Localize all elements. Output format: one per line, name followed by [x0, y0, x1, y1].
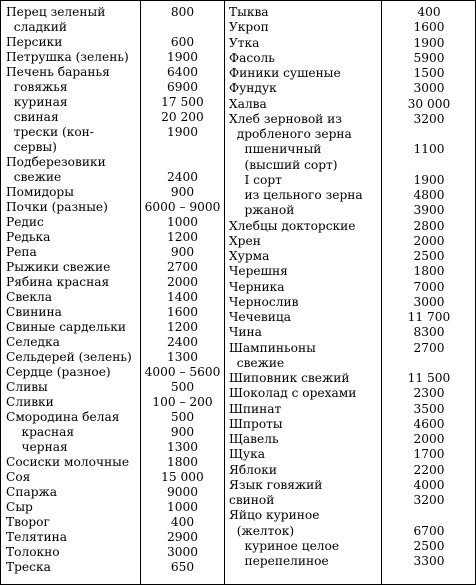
product-name: Хлеб зерновой из [229, 111, 342, 126]
product-value: 400 [417, 5, 441, 19]
product-name: Шоколад с орехами [229, 386, 357, 401]
product-value: 17 500 [161, 95, 204, 109]
product-name: из цельного зерна [229, 188, 363, 202]
product-name: (высший сорт) [229, 157, 338, 172]
product-name: Редька [6, 230, 51, 244]
product-name: Халва [229, 96, 267, 111]
product-name: Перец зеленый [6, 5, 106, 19]
product-name: Язык говяжий [229, 477, 323, 492]
product-value: 2800 [413, 218, 445, 233]
product-name: Сосиски молочные [6, 455, 130, 469]
product-name: Укроп [229, 20, 269, 35]
product-value: 1800 [166, 455, 199, 469]
product-name: свиная [6, 110, 59, 124]
product-value: 900 [170, 425, 195, 439]
product-value: 1700 [413, 447, 445, 462]
product-name: Черешня [229, 264, 288, 279]
product-value: 4000 – 5600 [144, 365, 221, 379]
product-name: Сельдерей (зелень) [6, 350, 132, 364]
product-name: сладкий [6, 20, 67, 34]
product-value: 1600 [413, 20, 445, 35]
product-value: 11 700 [407, 310, 451, 324]
product-name: Треска [6, 560, 51, 574]
product-name: куриная [6, 95, 68, 109]
product-name: Селедка [6, 335, 60, 349]
product-name: Сердце (разное) [6, 365, 111, 379]
product-name: Персики [6, 35, 63, 49]
product-value: 400 [170, 515, 195, 529]
product-value: 6900 [166, 80, 199, 94]
product-value: 3500 [413, 401, 445, 416]
product-value: 15 000 [161, 470, 204, 484]
product-name: Тыква [229, 5, 269, 19]
product-name: Фасоль [229, 50, 275, 65]
product-name: Шпроты [229, 416, 283, 431]
product-value: 2900 [166, 530, 199, 544]
product-name: черная [6, 440, 68, 454]
product-value: 1100 [413, 142, 445, 157]
product-value: 1800 [413, 264, 445, 279]
product-name: Шпинат [229, 401, 282, 416]
product-value: 2500 [413, 538, 445, 553]
product-name: Спаржа [6, 485, 57, 499]
product-value: 2400 [166, 170, 199, 184]
product-value: 1200 [166, 230, 199, 244]
product-value: 1200 [166, 320, 199, 334]
product-value: 3200 [413, 111, 445, 126]
product-value: 2700 [413, 340, 445, 355]
product-name: Сливы [6, 380, 48, 394]
product-name: Фундук [229, 81, 277, 96]
product-name: Смородина белая [6, 410, 120, 424]
product-name: дробленого зерна [229, 127, 352, 141]
product-name: свежие [229, 355, 285, 370]
product-name: сервы) [6, 140, 57, 154]
product-value: 600 [170, 35, 195, 49]
product-name: Черника [229, 279, 285, 294]
product-name: Свинина [6, 305, 62, 319]
product-name: Помидоры [6, 185, 74, 199]
product-name: I сорт [229, 172, 282, 187]
product-value: 3000 [166, 545, 199, 559]
product-name: Соя [6, 470, 31, 484]
product-value: 6400 [166, 65, 199, 79]
product-value: 500 [170, 380, 195, 394]
product-value: 8300 [413, 325, 445, 340]
product-name: Шампиньоны [229, 340, 316, 355]
product-name: Почки (разные) [6, 200, 108, 214]
product-value: 900 [170, 185, 195, 199]
product-name: Репа [6, 245, 37, 259]
product-value: 1900 [166, 125, 199, 139]
product-value: 4600 [413, 416, 445, 431]
product-name: Творог [6, 515, 50, 529]
product-name: Свекла [6, 290, 53, 304]
product-value: 2000 [413, 233, 445, 248]
product-name: Чина [229, 325, 262, 340]
product-value: 900 [170, 245, 195, 259]
product-value: 9000 [166, 485, 199, 499]
product-name: Петрушка (зелень) [6, 50, 129, 64]
product-value: 2200 [413, 462, 445, 477]
product-name: Хлебцы докторские [229, 218, 356, 233]
product-value: 3000 [413, 294, 445, 309]
product-value: 1000 [166, 215, 199, 229]
product-value: 30 000 [407, 96, 451, 111]
product-value: 100 – 200 [152, 395, 213, 409]
product-value: 7000 [413, 279, 445, 294]
product-name: Печень баранья [6, 65, 110, 79]
product-value: 2700 [166, 260, 199, 274]
product-value: 800 [170, 5, 195, 19]
product-name: Яблоки [229, 462, 278, 477]
product-name: Шиповник свежий [229, 371, 350, 385]
product-value: 2000 [413, 432, 445, 446]
product-name: куриное целое [229, 538, 340, 553]
product-name: Чернослив [229, 294, 299, 309]
product-value: 1500 [413, 66, 445, 80]
product-value: 2000 [166, 275, 199, 289]
product-value: 20 200 [161, 110, 204, 124]
product-value: 1400 [166, 290, 199, 304]
product-value: 1900 [413, 35, 445, 50]
product-name: пшеничный [229, 142, 322, 157]
product-name: Телятина [6, 530, 68, 544]
product-value: 3000 [413, 81, 445, 96]
product-name: Редис [6, 215, 44, 229]
product-value: 6700 [413, 523, 445, 538]
product-name: говяжья [6, 80, 68, 94]
product-name: (желток) [229, 523, 295, 538]
product-name: Яйцо куриное [229, 508, 320, 523]
product-value: 3200 [413, 493, 445, 507]
product-value: 11 500 [407, 371, 451, 385]
product-name: Хрен [229, 233, 261, 248]
product-name: Финики сушеные [229, 66, 341, 80]
product-value: 650 [170, 560, 195, 574]
product-value: 3300 [413, 554, 445, 568]
product-name: Щука [229, 447, 265, 462]
product-value: 5900 [413, 50, 445, 65]
product-name: Сливки [6, 395, 54, 409]
product-name: перепелиное [229, 554, 329, 568]
product-value: 1300 [166, 350, 199, 364]
product-value: 2500 [413, 249, 445, 263]
product-name: красная [6, 425, 75, 439]
product-name: Подберезовики [6, 155, 106, 169]
product-value: 4000 [413, 477, 445, 492]
product-value: 6000 – 9000 [144, 200, 221, 214]
product-value: 4800 [413, 188, 445, 202]
product-name: Рябина красная [6, 275, 110, 289]
product-name: ржаной [229, 203, 295, 218]
product-name: Хурма [229, 249, 270, 263]
product-value: 1900 [166, 50, 199, 64]
product-value: 2300 [413, 386, 445, 401]
product-name: Рыжики свежие [6, 260, 111, 274]
product-value: 3900 [413, 203, 445, 218]
product-name: Толокно [6, 545, 60, 559]
product-value: 2400 [166, 335, 199, 349]
divider-center [224, 1, 225, 584]
product-name: Свиные сардельки [6, 320, 126, 334]
product-name: Сыр [6, 500, 33, 514]
product-name: свежие [6, 170, 62, 184]
product-value: 1300 [166, 440, 199, 454]
product-value: 1900 [413, 172, 445, 187]
product-name: трески (кон- [6, 125, 94, 139]
product-value: 500 [170, 410, 195, 424]
product-value: 1000 [166, 500, 199, 514]
product-value: 1600 [166, 305, 199, 319]
product-name: Утка [229, 35, 260, 50]
product-name: свиной [229, 493, 275, 507]
product-name: Щавель [229, 432, 279, 446]
product-name: Чечевица [229, 310, 291, 324]
